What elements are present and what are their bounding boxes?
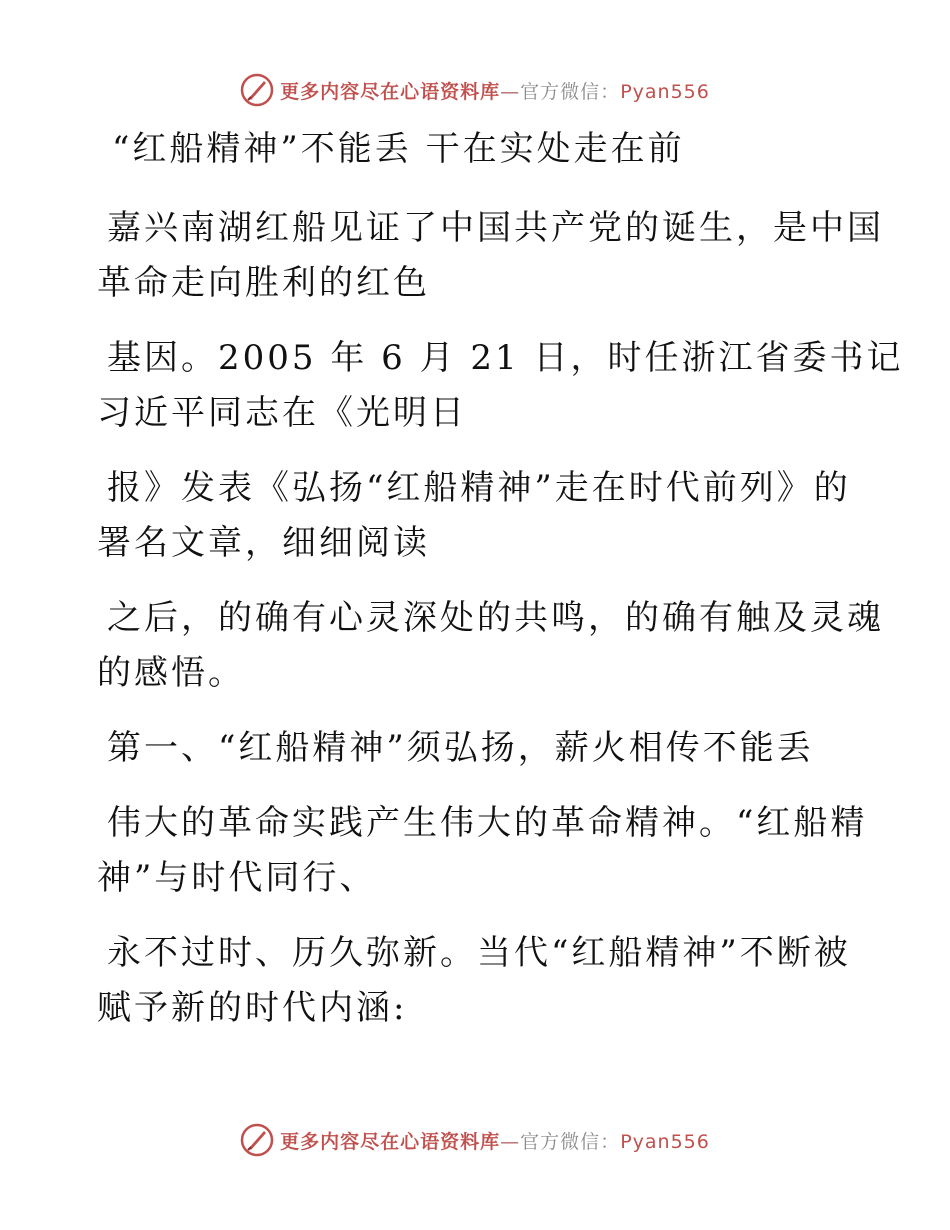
paragraph-line: 基因。2005 年 6 月 21 日，时任浙江省委书记 bbox=[107, 338, 904, 378]
wechat-label: 官方微信： bbox=[520, 80, 621, 103]
paragraph bbox=[97, 331, 904, 441]
paragraph bbox=[97, 201, 884, 311]
paragraph-line: 永不过时、历久弥新。当代“红船精神”不断被 bbox=[107, 933, 851, 973]
paragraph-line: 神”与时代同行、 bbox=[97, 858, 377, 898]
wechat-label: 官方微信： bbox=[520, 1130, 621, 1153]
section-heading bbox=[97, 721, 837, 776]
quill-pen-icon bbox=[240, 73, 274, 107]
wechat-id: Pyan556 bbox=[620, 1130, 710, 1153]
paragraph-line: 赋予新的时代内涵: bbox=[97, 988, 408, 1028]
paragraph bbox=[97, 461, 851, 571]
paragraph-line: 报》发表《弘扬“红船精神”走在时代前列》的 bbox=[107, 468, 851, 508]
paragraph-line: 署名文章，细细阅读 bbox=[97, 523, 430, 563]
paragraph-line: 革命走向胜利的红色 bbox=[97, 263, 430, 303]
paragraph-line: 的感悟。 bbox=[97, 653, 245, 693]
paragraph bbox=[97, 796, 868, 906]
paragraph-line: 习近平同志在《光明日 bbox=[97, 393, 467, 433]
paragraph bbox=[97, 926, 851, 1036]
paragraph-line: 嘉兴南湖红船见证了中国共产党的诞生，是中国 bbox=[107, 208, 884, 248]
paragraph-line: 伟大的革命实践产生伟大的革命精神。“红船精 bbox=[107, 803, 868, 843]
wechat-id: Pyan556 bbox=[620, 80, 710, 103]
paragraph-line: 之后，的确有心灵深处的共鸣，的确有触及灵魂 bbox=[107, 598, 884, 638]
header-banner bbox=[0, 70, 950, 110]
paragraph bbox=[97, 591, 884, 701]
article-title: “红船精神”不能丢 干在实处走在前 bbox=[112, 129, 685, 169]
banner-text: 更多内容尽在心语资料库 bbox=[280, 80, 501, 103]
article-body bbox=[97, 122, 904, 1056]
paragraph-line: 第一、“红船精神”须弘扬，薪火相传不能丢 bbox=[107, 728, 814, 768]
quill-pen-icon bbox=[240, 1123, 274, 1157]
banner-text: 更多内容尽在心语资料库 bbox=[280, 1130, 501, 1153]
banner-dash: — bbox=[500, 1130, 521, 1153]
footer-banner bbox=[0, 1120, 950, 1160]
banner-dash: — bbox=[500, 80, 521, 103]
